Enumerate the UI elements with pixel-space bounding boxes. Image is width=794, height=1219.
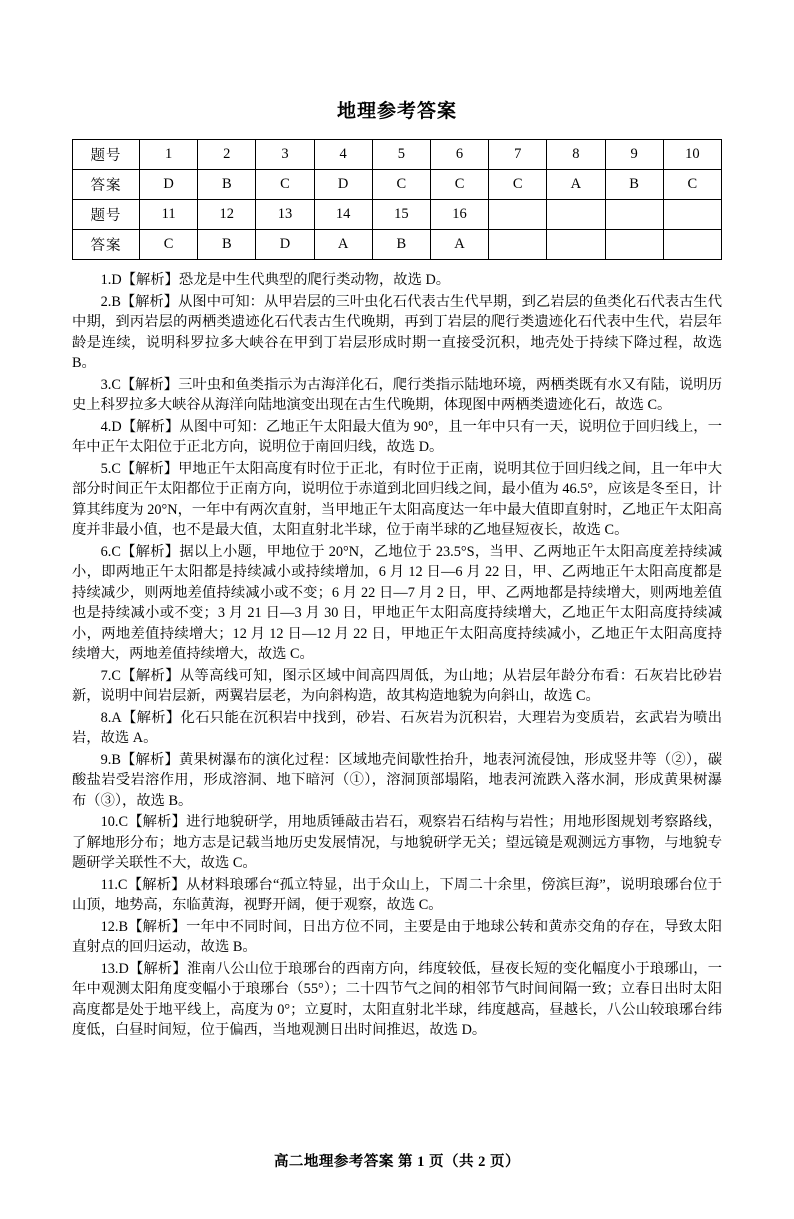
question-number-empty-1 [489, 200, 547, 230]
answer-5: C [372, 170, 430, 200]
answer-11: C [140, 230, 198, 260]
answer-7: C [489, 170, 547, 200]
question-number-12: 12 [198, 200, 256, 230]
row-header-question-2: 题号 [73, 200, 140, 230]
answer-13: D [256, 230, 314, 260]
page-title: 地理参考答案 [336, 101, 457, 122]
answer-8: A [547, 170, 605, 200]
explanation-9: 9.B【解析】黄果树瀑布的演化过程：区域地壳间歇性抬升，地表河流侵蚀，形成竖井等（②），碳酸盐岩受岩溶作用，形成溶洞、地下暗河（①），溶洞顶部塌陷，地表河流跌入落水洞，形成黄果树瀑布（③），故选 B。 [72, 751, 722, 809]
question-number-empty-4 [663, 200, 721, 230]
row-header-answer-1: 答案 [73, 170, 140, 200]
table-row [73, 170, 722, 200]
explanation-3: 3.C【解析】三叶虫和鱼类指示为古海洋化石，爬行类指示陆地环境，两栖类既有水又有陆，说明历史上科罗拉多大峡谷从海洋向陆地演变出现在古生代晚期，体现图中两栖类遗迹化石，故选 C。 [72, 376, 722, 413]
explanation-6: 6.C【解析】据以上小题，甲地位于 20°N，乙地位于 23.5°S，当甲、乙两地正午太阳高度差持续减小，即两地正午太阳都是持续减小或持续增加，6 月 12 日—6 月 22 日，甲、乙两地正午太阳高度都是持续减少，则两地差值持续减小或不变；6 月 22 日—7 月 2 日，甲、乙两地都是持续增大，则两地差值也是持续减小或不变；3 月 21 日—3 月 30 日，甲地正午太阳高度持续增大，乙地正午太阳高度持续减小，两地差值持续增大；12 月 12 日—12 月 22 日，甲地正午太阳高度持续减小，乙地正午太阳高度持续增大，两地差值持续增大，故选 C。 [72, 543, 722, 662]
answer-4: D [314, 170, 372, 200]
row-header-question-1: 题号 [73, 140, 140, 170]
answer-2: B [198, 170, 256, 200]
question-number-2: 2 [198, 140, 256, 170]
explanation-5: 5.C【解析】甲地正午太阳高度有时位于正北，有时位于正南，说明其位于回归线之间，且一年中大部分时间正午太阳都位于正南方向，说明位于赤道到北回归线之间，最小值为 46.5°，应该是冬至日，计算其纬度为 20°N，一年中有两次直射，当甲地正午太阳高度达一年中最大值即直射时，乙地正午太阳高度并非最小值，也不是最大值，太阳直射北半球，位于南半球的乙地昼短夜长，故选 C。 [72, 460, 722, 538]
answer-empty-4 [663, 230, 721, 260]
question-number-8: 8 [547, 140, 605, 170]
explanations-section [72, 270, 722, 1041]
question-number-10: 10 [663, 140, 721, 170]
table-row [73, 140, 722, 170]
explanation-1: 1.D【解析】恐龙是中生代典型的爬行类动物，故选 D。 [100, 272, 451, 288]
document-page [0, 96, 794, 1219]
answer-15: B [372, 230, 430, 260]
question-number-9: 9 [605, 140, 663, 170]
question-number-7: 7 [489, 140, 547, 170]
explanation-13: 13.D【解析】淮南八公山位于琅琊台的西南方向，纬度较低，昼夜长短的变化幅度小于琅琊山，一年中观测太阳角度变幅小于琅琊台（55°）；二十四节气之间的相邻节气时间间隔一致；立春日出时太阳高度都是处于地平线上，高度为 0°；立夏时，太阳直射北半球，纬度越高，昼越长，八公山较琅琊台纬度低，白昼时间短，位于偏西，当地观测日出时间推迟，故选 D。 [72, 960, 722, 1038]
explanation-10: 10.C【解析】进行地貌研学，用地质锤敲击岩石，观察岩石结构与岩性；用地形图规划考察路线，了解地形分布；地方志是记载当地历史发展情况，与地貌研学无关；望远镜是观测远方事物，与地貌专题研学关联性不大，故选 C。 [72, 814, 722, 871]
answer-16: A [430, 230, 488, 260]
question-number-14: 14 [314, 200, 372, 230]
answer-3: C [256, 170, 314, 200]
question-number-3: 3 [256, 140, 314, 170]
explanation-8: 8.A【解析】化石只能在沉积岩中找到，砂岩、石灰岩为沉积岩，大理岩为变质岩，玄武岩为喷出岩，故选 A。 [72, 709, 722, 746]
table-row [73, 200, 722, 230]
answer-key-table [72, 139, 722, 260]
answer-6: C [430, 170, 488, 200]
answer-empty-3 [605, 230, 663, 260]
answer-10: C [663, 170, 721, 200]
question-number-4: 4 [314, 140, 372, 170]
question-number-16: 16 [430, 200, 488, 230]
answer-12: B [198, 230, 256, 260]
question-number-empty-3 [605, 200, 663, 230]
question-number-15: 15 [372, 200, 430, 230]
explanation-4: 4.D【解析】从图中可知：乙地正午太阳最大值为 90°，且一年中只有一天，说明位于回归线上，一年中正午太阳位于正北方向，说明位于南回归线，故选 D。 [72, 418, 722, 455]
explanation-12: 12.B【解析】一年中不同时间，日出方位不同，主要是由于地球公转和黄赤交角的存在，导致太阳直射点的回归运动，故选 B。 [72, 918, 722, 955]
question-number-13: 13 [256, 200, 314, 230]
explanation-7: 7.C【解析】从等高线可知，图示区域中间高四周低，为山地；从岩层年龄分布看：石灰岩比砂岩新，说明中间岩层新，两翼岩层老，为向斜构造，故其构造地貌为向斜山，故选 C。 [72, 667, 722, 704]
question-number-1: 1 [140, 140, 198, 170]
page-footer: 高二地理参考答案 第 1 页（共 2 页） [273, 1154, 521, 1170]
explanation-2: 2.B【解析】从图中可知：从甲岩层的三叶虫化石代表古生代早期，到乙岩层的鱼类化石代表古生代中期，到丙岩层的两栖类遗迹化石代表古生代晚期，再到丁岩层的爬行类遗迹化石代表中生代，岩层年龄是连续，说明科罗拉多大峡谷在甲到丁岩层形成时期一直接受沉积，地壳处于持续下降过程，故选 B。 [72, 293, 722, 371]
question-number-6: 6 [430, 140, 488, 170]
row-header-answer-2: 答案 [73, 230, 140, 260]
explanation-11: 11.C【解析】从材料琅琊台“孤立特显，出于众山上，下周二十余里，傍滨巨海”，说明琅琊台位于山顶，地势高，东临黄海，视野开阔，便于观察，故选 C。 [72, 876, 722, 913]
table-row [73, 230, 722, 260]
answer-14: A [314, 230, 372, 260]
answer-empty-2 [547, 230, 605, 260]
question-number-empty-2 [547, 200, 605, 230]
question-number-11: 11 [140, 200, 198, 230]
answer-empty-1 [489, 230, 547, 260]
question-number-5: 5 [372, 140, 430, 170]
answer-1: D [140, 170, 198, 200]
answer-9: B [605, 170, 663, 200]
